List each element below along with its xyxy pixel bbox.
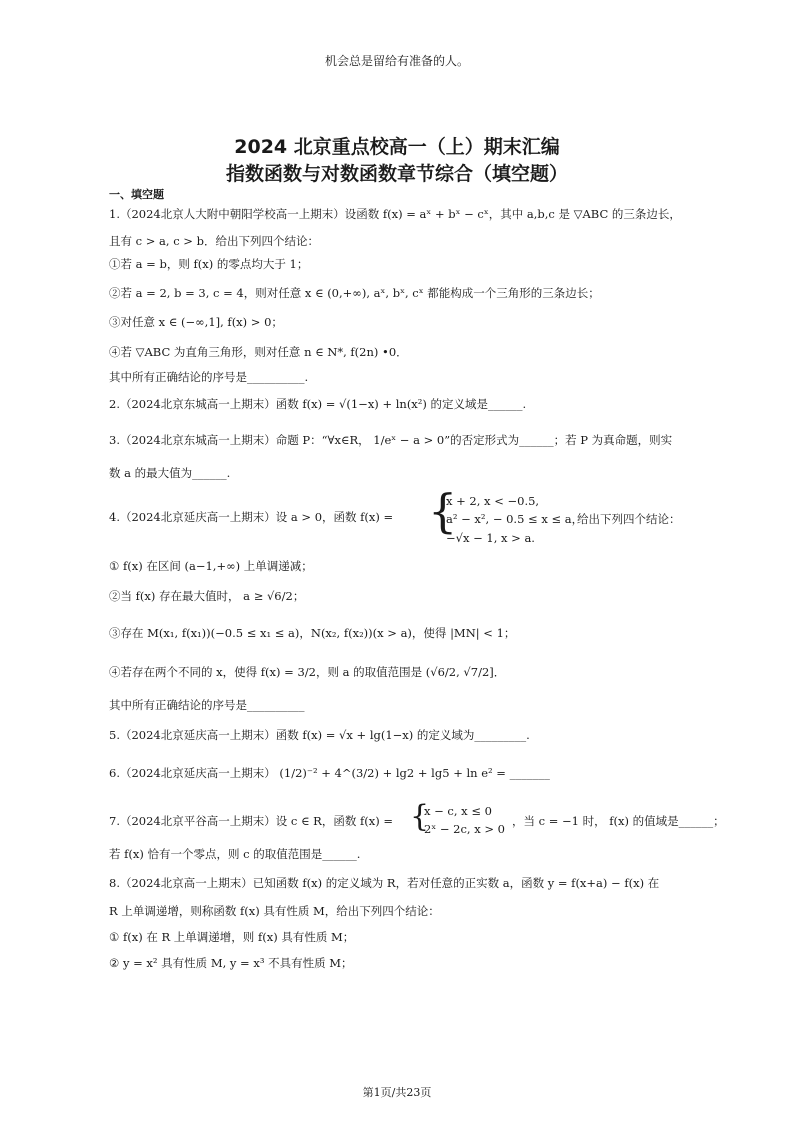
q7-case-2: 2ˣ − 2c, x > 0 [424, 822, 505, 836]
q4-brace: { [428, 484, 458, 538]
q8-line-1: 8.（2024北京高一上期末）已知函数 f(x) 的定义域为 R，若对任意的正实数 a，函数 y = f(x+a) − f(x) 在 [109, 876, 660, 890]
q7-tail: ，当 c = −1 时， f(x) 的值域是______； [512, 814, 725, 828]
page-footer: 第1页/共23页 [362, 1086, 432, 1099]
q7-case-1: x − c, x ≤ 0 [424, 804, 492, 818]
q1-option-4: ④若 ▽ABC 为直角三角形，则对任意 n ∈ N*, f(2n) •0． [109, 345, 408, 359]
q5-line: 5.（2024北京延庆高一上期末）函数 f(x) = √x + lg(1−x) 的定义域为_________. [109, 728, 530, 742]
q6-line: 6.（2024北京延庆高一上期末） (1/2)⁻² + 4^(3/2) + lg2 + lg5 + ln e² = _______ [109, 766, 550, 780]
q7-brace: { [410, 799, 430, 834]
q1-answer: 其中所有正确结论的序号是__________. [109, 370, 309, 384]
q4-option-2: ②当 f(x) 存在最大值时， a ≥ √6/2； [109, 589, 305, 603]
q4-lead: 4.（2024北京延庆高一上期末）设 a > 0，函数 f(x) = [109, 510, 394, 524]
title-line-2: 指数函数与对数函数章节综合（填空题） [225, 163, 568, 185]
q4-option-3: ③存在 M(x₁, f(x₁))(−0.5 ≤ x₁ ≤ a)，N(x₂, f(x₂))(x > a)，使得 |MN| < 1； [109, 626, 516, 640]
q1-option-1: ①若 a = b，则 f(x) 的零点均大于 1； [109, 257, 309, 271]
q4-tail: 给出下列四个结论： [577, 512, 681, 526]
q4-case-3: −√x − 1, x > a. [446, 531, 535, 545]
q3-line-2: 数 a 的最大值为______. [109, 466, 231, 480]
q4-case-1: x + 2, x < −0.5, [446, 494, 540, 508]
q8-option-1: ① f(x) 在 R 上单调递增，则 f(x) 具有性质 M； [109, 930, 355, 944]
q4-option-1: ① f(x) 在区间 (a−1,+∞) 上单调递减； [109, 559, 313, 573]
header-note: 机会总是留给有准备的人。 [324, 54, 469, 68]
q4-case-2: a² − x², − 0.5 ≤ x ≤ a， [446, 512, 584, 526]
q7-line-2: 若 f(x) 恰有一个零点，则 c 的取值范围是______. [109, 847, 361, 861]
q1-option-2: ②若 a = 2, b = 3, c = 4，则对任意 x ∈ (0,+∞), aˣ, bˣ, cˣ 都能构成一个三角形的三条边长； [109, 286, 600, 300]
q8-option-2: ② y = x² 具有性质 M, y = x³ 不具有性质 M； [109, 956, 353, 970]
q7-lead: 7.（2024北京平谷高一上期末）设 c ∈ R，函数 f(x) = [109, 814, 393, 828]
q1-line-1: 1.（2024北京人大附中朝阳学校高一上期末）设函数 f(x) = aˣ + bˣ − cˣ，其中 a,b,c 是 ▽ABC 的三条边长， [109, 207, 681, 221]
q2-line: 2.（2024北京东城高一上期末）函数 f(x) = √(1−x) + ln(x²) 的定义域是______. [109, 397, 527, 411]
q4-option-4: ④若存在两个不同的 x，使得 f(x) = 3/2，则 a 的取值范围是 (√6/2, √7/2]． [109, 665, 506, 679]
section-heading: 一、填空题 [109, 188, 164, 201]
q1-line-2: 且有 c > a, c > b．给出下列四个结论： [109, 234, 319, 248]
q3-line-1: 3.（2024北京东城高一上期末）命题 P：“∀x∈R， 1/eˣ − a > 0”的否定形式为______；若 P 为真命题，则实 [109, 433, 673, 447]
q4-answer: 其中所有正确结论的序号是__________ [109, 698, 305, 712]
q1-option-3: ③对任意 x ∈ (−∞,1], f(x) > 0； [109, 315, 283, 329]
q8-line-2: R 上单调递增，则称函数 f(x) 具有性质 M，给出下列四个结论： [109, 904, 440, 918]
title-line-1: 2024 北京重点校高一（上）期末汇编 [234, 136, 560, 158]
